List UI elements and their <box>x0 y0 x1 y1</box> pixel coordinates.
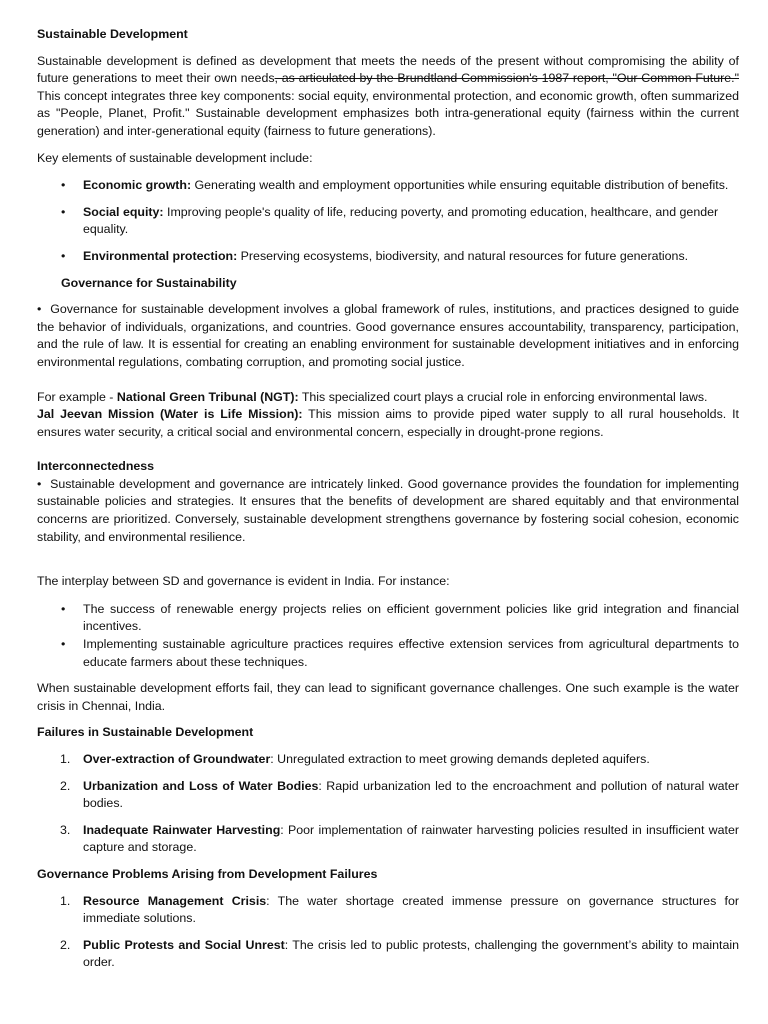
key-elements-list <box>37 177 739 265</box>
item-text: Preserving ecosystems, biodiversity, and natural resources for future generations. <box>237 248 689 263</box>
item-label: Social equity: <box>83 204 164 219</box>
item-text: : The water shortage created immense pressure on governance structures for immediate solutions. <box>83 893 739 926</box>
bullet-icon: • <box>37 302 42 317</box>
interplay-intro: The interplay between SD and governance is evident in India. For instance: <box>37 574 450 589</box>
interconnectedness-paragraph <box>37 476 739 546</box>
governance-heading: Governance for Sustainability <box>61 275 237 290</box>
chennai-paragraph: When sustainable development efforts fail, they can lead to significant governance challenges. One such example is the water crisis in Chennai, India. <box>37 681 739 713</box>
governance-paragraph <box>37 301 739 371</box>
interplay-list <box>37 601 739 671</box>
item-text: Implementing sustainable agriculture practices requires effective extension services from agricultural departments to educate farmers about these techniques. <box>83 637 739 669</box>
bullet-icon: • <box>61 637 66 652</box>
list-item <box>37 636 739 671</box>
item-number: 1. <box>60 893 71 908</box>
example-paragraph <box>37 389 739 442</box>
item-number: 2. <box>60 937 71 952</box>
interconnectedness-text: Sustainable development and governance are intricately linked. Good governance provides the foundation for implementing sustainable policies and strategies. It ensures that the benefits of development are shared equitably and that environmental concerns are prioritized. Conversely, sustainable development strengthens governance by fostering social cohesion, economic stability, and environmental resilience. <box>37 476 740 544</box>
intro-paragraph <box>37 53 739 141</box>
bullet-icon: • <box>61 248 66 263</box>
list-item <box>37 778 739 813</box>
item-text: : Unregulated extraction to meet growing demands depleted aquifers. <box>270 752 650 766</box>
failures-heading: Failures in Sustainable Development <box>37 725 254 740</box>
jjm-label: Jal Jeevan Mission (Water is Life Mission): <box>37 407 303 422</box>
ngt-text: This specialized court plays a crucial role in enforcing environmental laws. <box>298 389 708 404</box>
item-text: The success of renewable energy projects relies on efficient government policies like grid integration and financial incentives. <box>83 601 739 634</box>
item-text: : Rapid urbanization led to the encroachment and pollution of natural water bodies. <box>83 778 739 811</box>
item-text: : Poor implementation of rainwater harvesting policies resulted in insufficient water capture and storage. <box>83 822 739 855</box>
item-label: Environmental protection: <box>83 248 238 263</box>
failures-list <box>37 751 739 857</box>
list-item <box>37 601 739 636</box>
list-item <box>37 248 739 266</box>
list-item <box>37 751 739 769</box>
bullet-icon: • <box>61 601 66 616</box>
list-item <box>37 893 739 928</box>
list-item <box>37 177 739 195</box>
item-number: 3. <box>60 822 71 837</box>
item-label: Over-extraction of Groundwater <box>83 752 271 766</box>
item-label: Resource Management Crisis <box>83 893 267 908</box>
jjm-text: This mission aims to provide piped water supply to all rural households. It ensures water security, a critical social and environmental concern, especially in drought-prone regions. <box>37 407 739 439</box>
list-item <box>37 937 739 972</box>
gov-problems-heading: Governance Problems Arising from Development Failures <box>37 866 378 881</box>
example-prefix: For example - <box>37 389 117 404</box>
item-text: : The crisis led to public protests, challenging the government’s ability to maintain order. <box>83 937 739 970</box>
item-text: Generating wealth and employment opportunities while ensuring equitable distribution of benefits. <box>191 178 729 193</box>
item-text: Improving people's quality of life, reducing poverty, and promoting education, healthcare, and gender equality. <box>83 204 719 237</box>
list-item <box>37 204 739 239</box>
item-label: Public Protests and Social Unrest <box>83 937 285 952</box>
interconnectedness-heading: Interconnectedness <box>37 459 155 474</box>
bullet-icon: • <box>37 476 42 491</box>
bullet-icon: • <box>61 204 66 219</box>
bullet-icon: • <box>61 178 66 193</box>
intro-text-continued: This concept integrates three key components: social equity, environmental protection, and economic growth, often summarized as "People, Planet, Profit." Sustainable development emphasizes both intra-generational equity (fairness within the current generation) and inter-generational equity (fairness to future generations). <box>37 88 739 138</box>
document-title: Sustainable Development <box>37 27 188 41</box>
item-label: Urbanization and Loss of Water Bodies <box>83 778 319 793</box>
item-label: Economic growth: <box>83 178 192 193</box>
item-number: 1. <box>60 752 71 766</box>
item-label: Inadequate Rainwater Harvesting <box>83 822 281 837</box>
governance-text: Governance for sustainable development involves a global framework of rules, institutions, and practices designed to guide the behavior of individuals, organizations, and countries. Good governance ensures accountability, transparency, participation, and the rule of law. It is essential for creating an enabling environment for sustainable development initiatives and in enforcing environmental regulations, combating corruption, and promoting social justice. <box>37 302 739 369</box>
key-elements-intro: Key elements of sustainable development include: <box>37 150 313 165</box>
list-item <box>37 822 739 857</box>
intro-struck-text: , as articulated by the Brundtland Commission's 1987 report, "Our Common Future." <box>274 71 739 86</box>
intro-text: Sustainable development is defined as development that meets the needs of the present without compromising the ability of future generations to meet their own needs <box>37 53 739 86</box>
gov-problems-list <box>37 893 739 972</box>
ngt-label: National Green Tribunal (NGT): <box>116 389 299 404</box>
item-number: 2. <box>60 778 71 793</box>
